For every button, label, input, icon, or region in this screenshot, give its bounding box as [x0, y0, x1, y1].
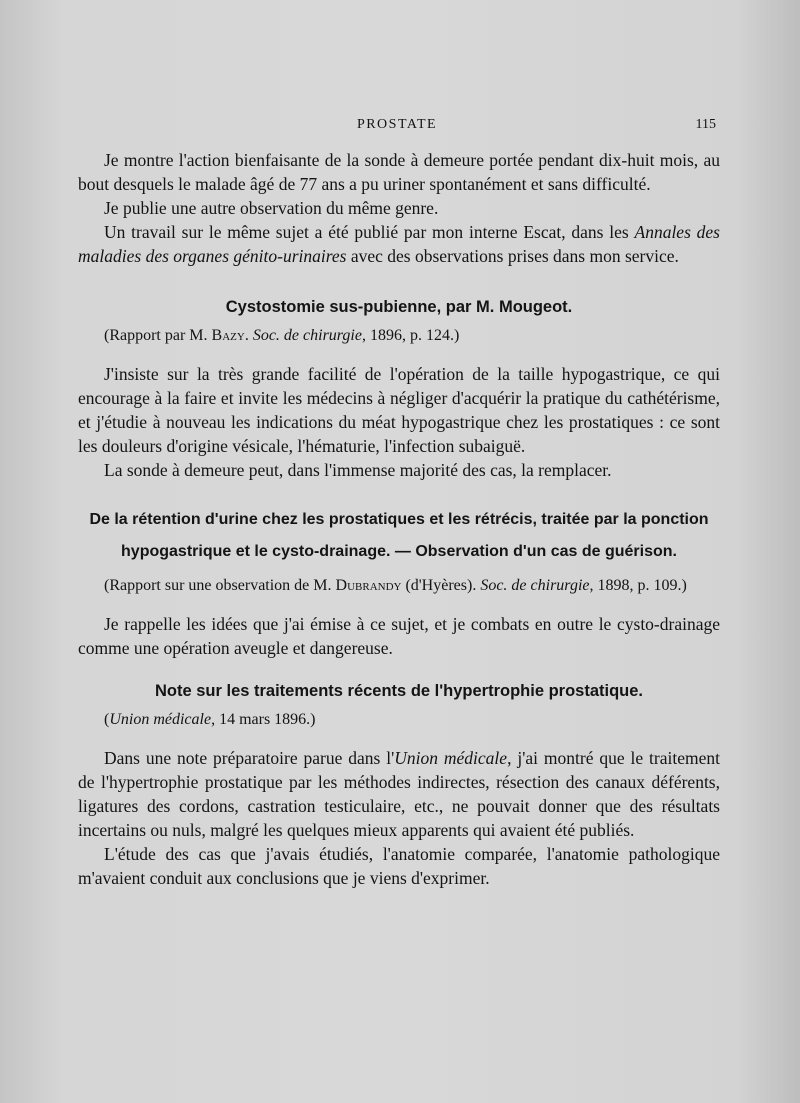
- reference-text: (: [104, 711, 110, 728]
- running-title: PROSTATE: [356, 117, 438, 132]
- heading-line: hypogastrique et le cysto-drainage. — Observation d'un cas de guérison.: [121, 543, 677, 560]
- paragraph-text: Un travail sur le même sujet a été publié par mon interne Escat, dans les: [104, 222, 635, 242]
- section-heading: [78, 504, 720, 568]
- reference: [78, 574, 720, 598]
- reference: [78, 708, 720, 732]
- journal-title: Soc. de chirurgie: [480, 577, 590, 594]
- paragraph: [78, 746, 720, 842]
- author-name: Bazy: [211, 327, 245, 344]
- reference-text: (d'Hyères).: [401, 577, 481, 594]
- page-number: 115: [695, 117, 716, 132]
- page-body: [78, 148, 720, 890]
- reference-text: , 1896, p. 124.): [361, 327, 460, 344]
- paragraph-text: avec des observations prises dans mon service.: [346, 246, 679, 266]
- paragraph: [78, 220, 720, 268]
- journal-title: Soc. de chirurgie: [252, 327, 362, 344]
- reference-text: (Rapport sur une observation de M.: [104, 577, 336, 594]
- paragraph: L'étude des cas que j'avais étudiés, l'anatomie comparée, l'anatomie pathologique m'avaient conduit aux conclusions que je viens d'exprimer.: [78, 844, 720, 888]
- paragraph: La sonde à demeure peut, dans l'immense majorité des cas, la remplacer.: [104, 460, 612, 480]
- paragraph: Je montre l'action bienfaisante de la sonde à demeure portée pendant dix-huit mois, au bout desquels le malade âgé de 77 ans a pu uriner spontanément et sans difficulté.: [78, 150, 720, 194]
- page-header: [78, 115, 716, 137]
- journal-title: Union médicale: [109, 711, 212, 728]
- journal-title: Annales des maladies des organes génito-urinaires: [78, 222, 720, 266]
- reference-text: , 14 mars 1896.): [211, 711, 316, 728]
- author-name: Dubrandy: [335, 577, 402, 594]
- section-heading: Cystostomie sus-pubienne, par M. Mougeot.: [225, 298, 573, 316]
- paragraph-text: Dans une note préparatoire parue dans l': [104, 748, 395, 768]
- paragraph-text: , j'ai montré que le traitement de l'hypertrophie prostatique par les méthodes indirectes, résection des canaux déférents, ligatures des cordons, castration testiculaire, etc., ne pouvait donner que des résultats incertains ou nuls, malgré les quelques mieux apparents qui avaient été publiés.: [78, 748, 721, 840]
- paragraph: Je rappelle les idées que j'ai émise à ce sujet, et je combats en outre le cysto-drainage comme une opération aveugle et dangereuse.: [78, 614, 720, 658]
- journal-title: Union médicale: [394, 748, 508, 768]
- reference-text: .: [244, 327, 253, 344]
- section-heading: Note sur les traitements récents de l'hypertrophie prostatique.: [154, 682, 644, 700]
- heading-line: De la rétention d'urine chez les prostatiques et les rétrécis, traitée par la ponction: [89, 511, 709, 528]
- paragraph: Je publie une autre observation du même genre.: [104, 198, 439, 218]
- reference-text: (Rapport par M.: [104, 327, 212, 344]
- reference: [78, 324, 720, 348]
- reference-text: , 1898, p. 109.): [589, 577, 687, 594]
- paragraph: J'insiste sur la très grande facilité de l'opération de la taille hypogastrique, ce qui encourage à la faire et invite les médecins à négliger d'acquérir la pratique du cathétérisme, et j'étudie à nouveau les indications du méat hypogastrique chez les prostatiques : ce sont les douleurs d'origine vésicale, l'hématurie, l'infection subaiguë.: [78, 364, 720, 456]
